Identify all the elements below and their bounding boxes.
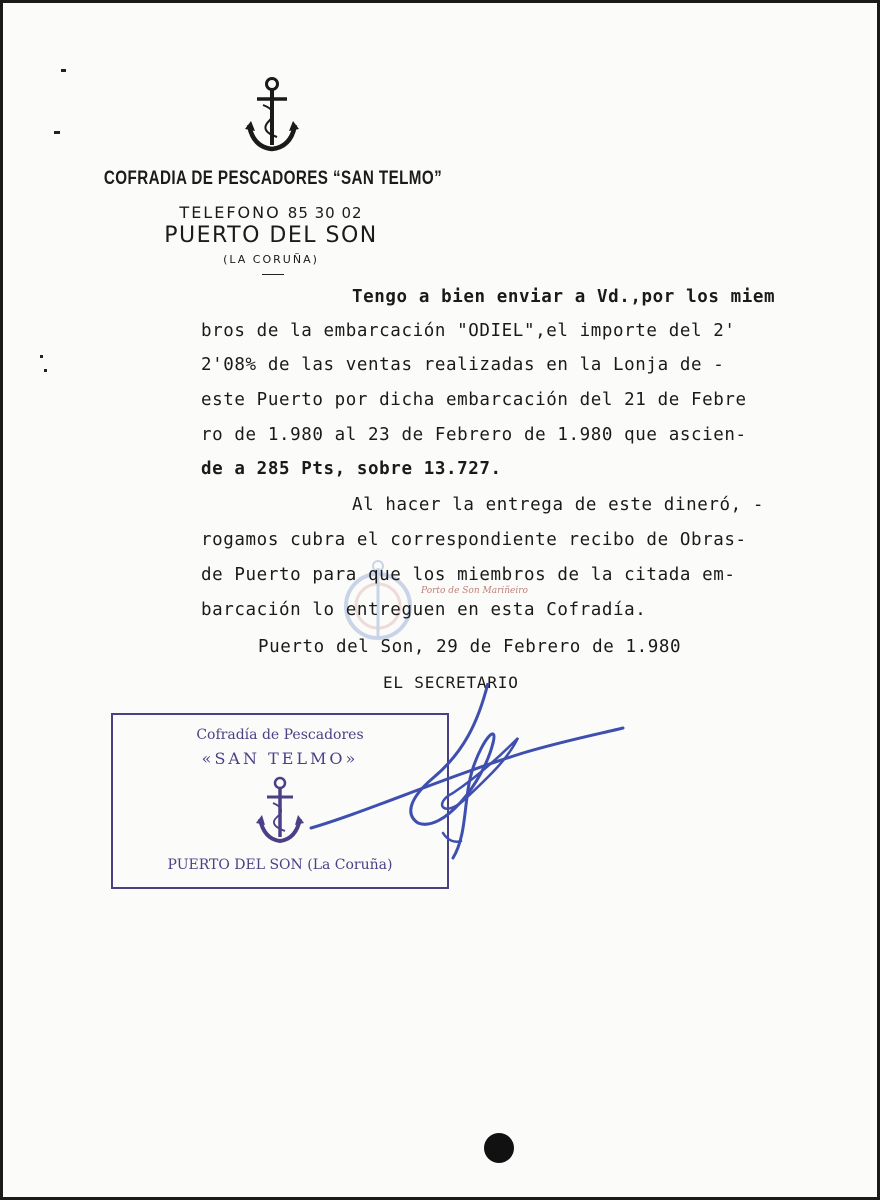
margin-mark: [54, 131, 60, 134]
stamp-line-2: «SAN TELMO»: [201, 749, 359, 768]
handwritten-signature: [293, 683, 633, 883]
body-line: 2'08% de las ventas realizadas en la Lonja de -: [201, 355, 725, 375]
date-line: Puerto del Son, 29 de Febrero de 1.980: [258, 637, 682, 657]
body-line: ro de 1.980 al 23 de Febrero de 1.980 que ascien-: [201, 425, 747, 445]
letterhead-province: (LA CORUÑA): [223, 253, 319, 266]
anchor-logo-icon: [243, 75, 301, 155]
letterhead-phone: [1, 203, 541, 222]
phone-number: 85 30 02: [287, 204, 363, 222]
body-line: este Puerto por dicha embarcación del 21 de Febre: [201, 390, 747, 410]
body-line: Al hacer la entrega de este dineró, -: [352, 495, 765, 515]
body-line: de Puerto para que los miembros de la citada em-: [201, 565, 736, 585]
signatory-title: EL SECRETARIO: [383, 673, 519, 692]
margin-mark: [40, 355, 43, 358]
body-line: bros de la embarcación "ODIEL",el importe del 2': [201, 321, 736, 341]
letterhead-name: COFRADIA DE PESCADORES “SAN TELMO”: [103, 168, 443, 189]
body-line: rogamos cubra el correspondiente recibo de Obras-: [201, 530, 747, 550]
margin-mark: [61, 69, 66, 72]
letterhead-port: PUERTO DEL SON: [164, 223, 378, 248]
watermark-text: Porto de Son Mariñeiro: [421, 586, 528, 596]
letterhead-rule: [262, 274, 284, 275]
phone-label: TELEFONO: [179, 203, 281, 222]
body-line: Tengo a bien enviar a Vd.,por los miem: [352, 287, 776, 307]
body-line: barcación lo entreguen en esta Cofradía.: [201, 600, 647, 620]
punch-hole: [484, 1133, 514, 1163]
stamp-line-3: PUERTO DEL SON (La Coruña): [167, 857, 393, 873]
margin-mark: [44, 369, 47, 372]
stamp-line-1: Cofradía de Pescadores: [196, 727, 364, 743]
body-line: de a 285 Pts, sobre 13.727.: [201, 459, 502, 479]
